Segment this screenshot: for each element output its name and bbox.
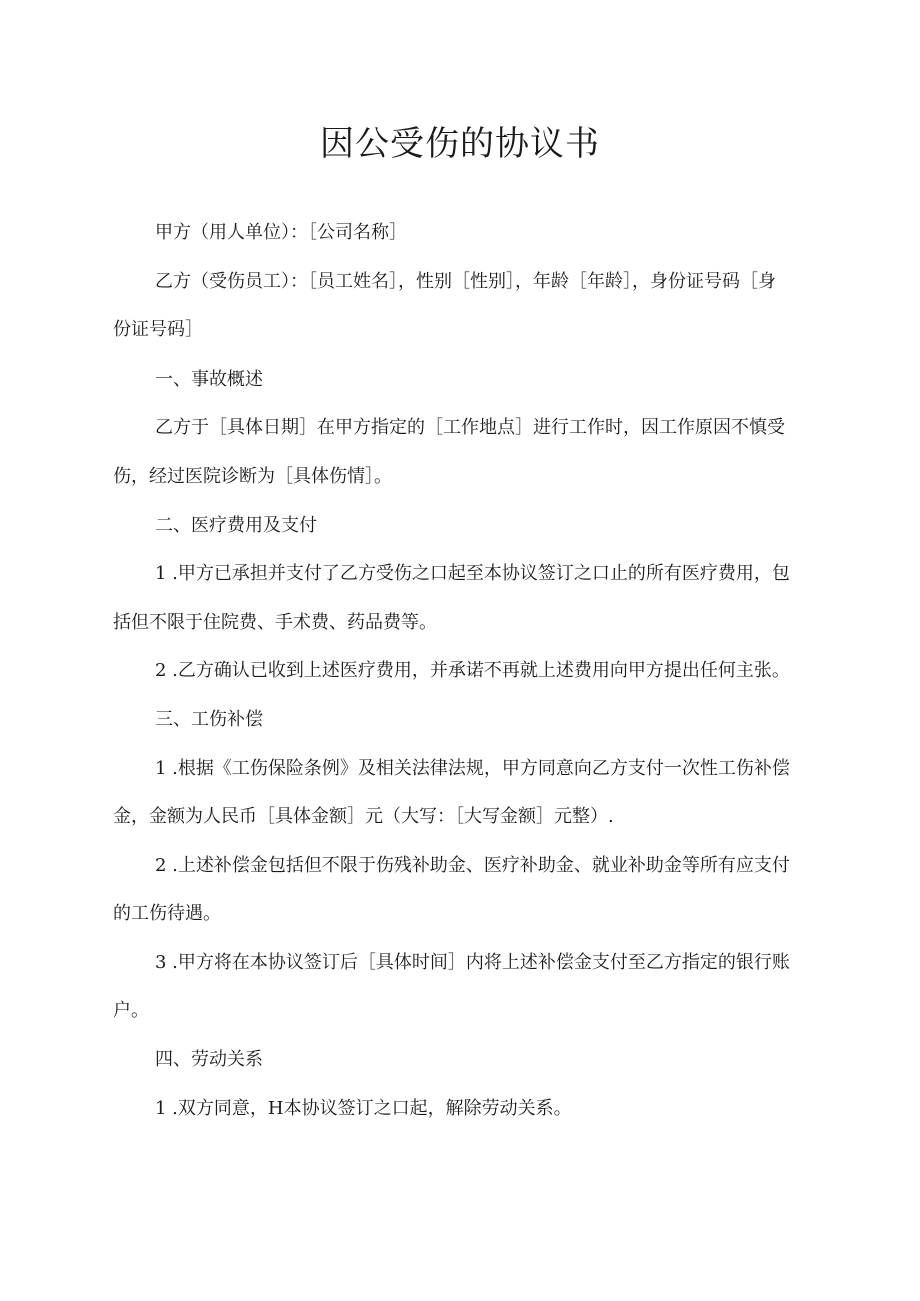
party-b-line-cont: 份证号码］ [113, 319, 203, 340]
clause-line: 金，金额为人民币［具体金额］元（大写：［大写金额］元整）. [113, 806, 614, 827]
clause-line: 2 .乙方确认已收到上述医疗费用，并承诺不再就上述费用向甲方提出任何主张。 [155, 660, 790, 681]
section-heading-2: 二、医疗费用及支付 [155, 515, 317, 536]
clause-line: 1 .双方同意，H本协议签订之口起，解除劳动关系。 [155, 1098, 572, 1119]
section-heading-3: 三、工伤补偿 [155, 709, 263, 730]
party-a-line: 甲方（用人单位）：［公司名称］ [155, 222, 407, 243]
clause-line: 1 .甲方已承担并支付了乙方受伤之口起至本协议签订之口止的所有医疗费用，包 [155, 563, 790, 584]
paragraph-line: 伤，经过医院诊断为［具体伤情］。 [113, 466, 392, 487]
paragraph-line: 乙方于［具体日期］在甲方指定的［工作地点］进行工作时，因工作原因不慎受 [155, 417, 785, 438]
clause-line: 2 .上述补偿金包括但不限于伤残补助金、医疗补助金、就业补助金等所有应支付 [155, 855, 790, 876]
party-b-line: 乙方（受伤员工）：［员工姓名］，性别［性别］，年龄［年龄］，身份证号码［身 [155, 271, 776, 292]
clause-line: 户。 [113, 1000, 149, 1021]
document-title: 因公受伤的协议书 [320, 124, 600, 164]
clause-line: 括但不限于住院费、手术费、药品费等。 [113, 612, 437, 633]
clause-line: 3 .甲方将在本协议签订后［具体时间］内将上述补偿金支付至乙方指定的银行账 [155, 952, 790, 973]
section-heading-1: 一、事故概述 [155, 369, 263, 390]
section-heading-4: 四、劳动关系 [155, 1049, 263, 1070]
clause-line: 的工伤待遇。 [113, 903, 221, 924]
clause-line: 1 .根据《工伤保险条例》及相关法律法规，甲方同意向乙方支付一次性工伤补偿 [155, 758, 790, 779]
